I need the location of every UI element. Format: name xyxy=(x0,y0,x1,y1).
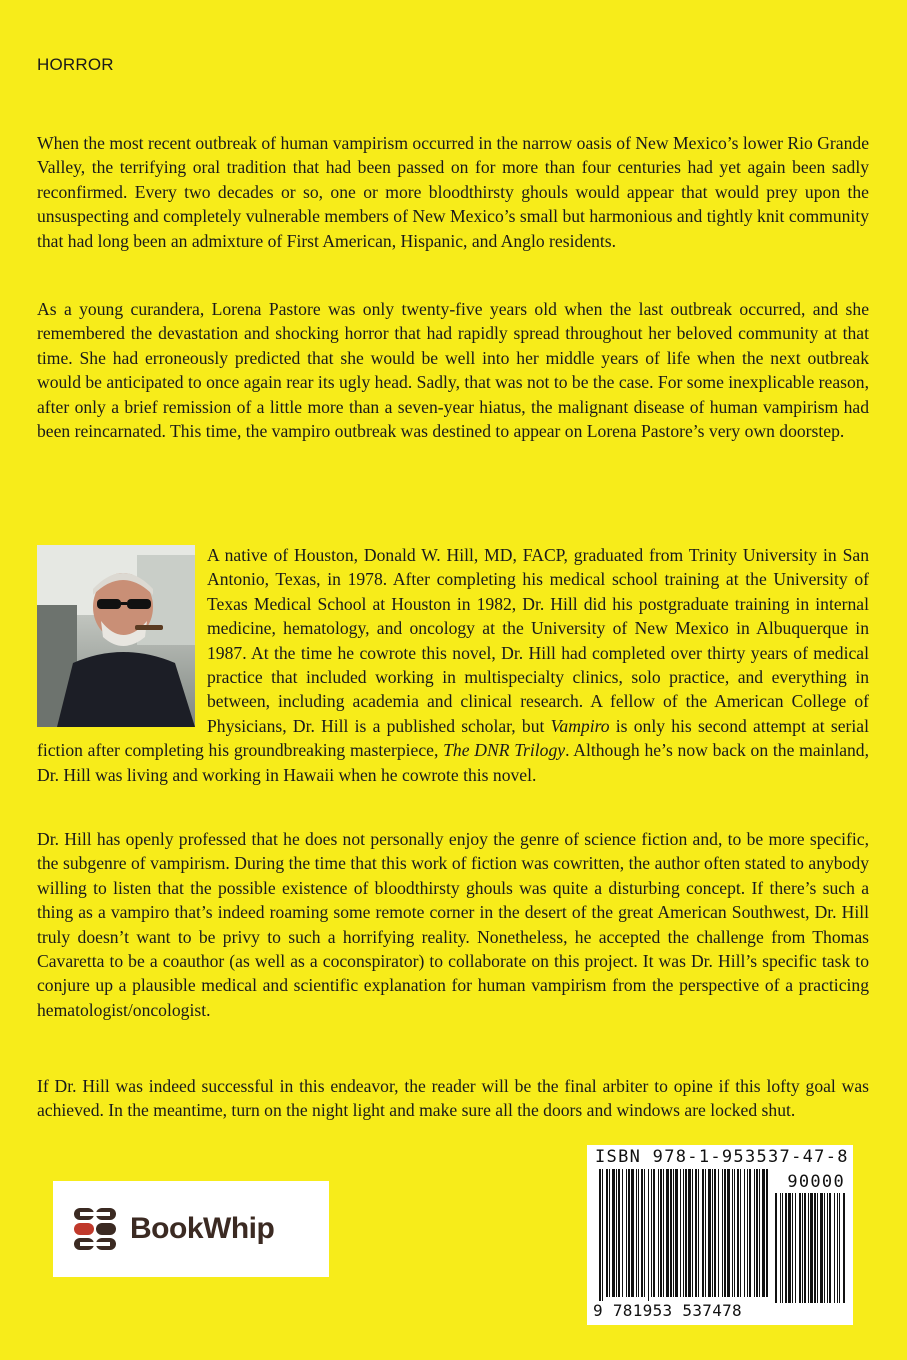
price-code: 90000 xyxy=(787,1172,845,1192)
author-statement-paragraph: Dr. Hill has openly professed that he does not personally enjoy the genre of science fiction and, to be more specific, the subgenre of vampirism. During the time that this work of fiction was cowritten, the author often stated to anybody willing to listen that the possible existence of bloodthirsty ghouls was quite a disturbing concept. If there’s such a thing as a vampiro that’s indeed roaming some remote corner in the desert of the great American Southwest, Dr. Hill truly doesn’t want to be privy to such a horrifying reality. Nonetheless, he accepted the challenge from Thomas Cavaretta to be a coauthor (as well as a coconspirator) to collaborate on this project. It was Dr. Hill’s specific task to conjure up a plausible medical and scientific explanation for human vampirism from the perspective of a practicing hematologist/oncologist. xyxy=(37,829,869,1020)
isbn-barcode xyxy=(587,1145,853,1325)
closing-paragraph: If Dr. Hill was indeed successful in this endeavor, the reader will be the final arbiter to opine if this lofty goal was achieved. In the meantime, turn on the night light and make sure all the doors and windows are locked shut. xyxy=(37,1076,869,1121)
publisher-logo xyxy=(53,1181,329,1277)
ean-digits: 9 781953 537478 xyxy=(593,1301,742,1320)
bio-title-vampiro: Vampiro xyxy=(550,715,610,736)
bookwhip-logo-icon xyxy=(72,1206,118,1252)
bio-text-part1: A native of Houston, Donald W. Hill, MD, FACP, graduated from Trinity University in San Antonio, Texas, in 1978. After completing his medical school training at the University of Texas Medical School at Houston in 1982, Dr. Hill did his postgraduate training in internal medicine, hematology, and oncology at the University of New Mexico in Albuquerque in 1987. At the time he cowrote this novel, Dr. Hill had completed over thirty years of medical practice that included working in multispecialty clinics, solo practice, and everything in between, including academia and clinical research. A fellow of the American College of Physicians, Dr. Hill is a published scholar, but xyxy=(207,545,869,736)
isbn-text: ISBN 978-1-953537-47-8 xyxy=(595,1147,849,1167)
genre-label: HORROR xyxy=(37,55,114,74)
author-photo xyxy=(37,545,195,727)
publisher-name: BookWhip xyxy=(130,1212,275,1245)
bio-text-part2: is only his second attempt at serial fiction after completing his groundbreaking masterpiece, xyxy=(37,715,869,761)
synopsis-paragraph-2: As a young curandera, Lorena Pastore was only twenty-five years old when the last outbreak occurred, and she remembered the devastation and shocking horror that had rapidly spread throughout her beloved community at that time. She had erroneously predicted that she would be well into her middle years of life when the next outbreak would be anticipated to once again rear its ugly head. Sadly, that was not to be the case. For some inexplicable reason, after only a brief remission of a little more than a seven-year hiatus, the malignant disease of human vampirism had been reincarnated. This time, the vampiro outbreak was destined to appear on Lorena Pastore’s very own doorstep. xyxy=(37,299,869,442)
author-bio xyxy=(37,543,869,787)
synopsis-paragraph-1: When the most recent outbreak of human vampirism occurred in the narrow oasis of New Mexico’s lower Rio Grande Valley, the terrifying oral tradition that had been passed on for more than four centuries had yet again been sadly reconfirmed. Every two decades or so, one or more bloodthirsty ghouls would appear that would prey upon the unsuspecting and completely vulnerable members of New Mexico’s small but harmonious and tightly knit community that had long been an admixture of First American, Hispanic, and Anglo residents. xyxy=(37,133,869,251)
bio-text-part3: . Although he’s now back on the mainland, Dr. Hill was living and working in Hawaii when he cowrote this novel. xyxy=(37,740,870,785)
bio-title-dnr-trilogy: The DNR Trilogy xyxy=(443,740,566,761)
